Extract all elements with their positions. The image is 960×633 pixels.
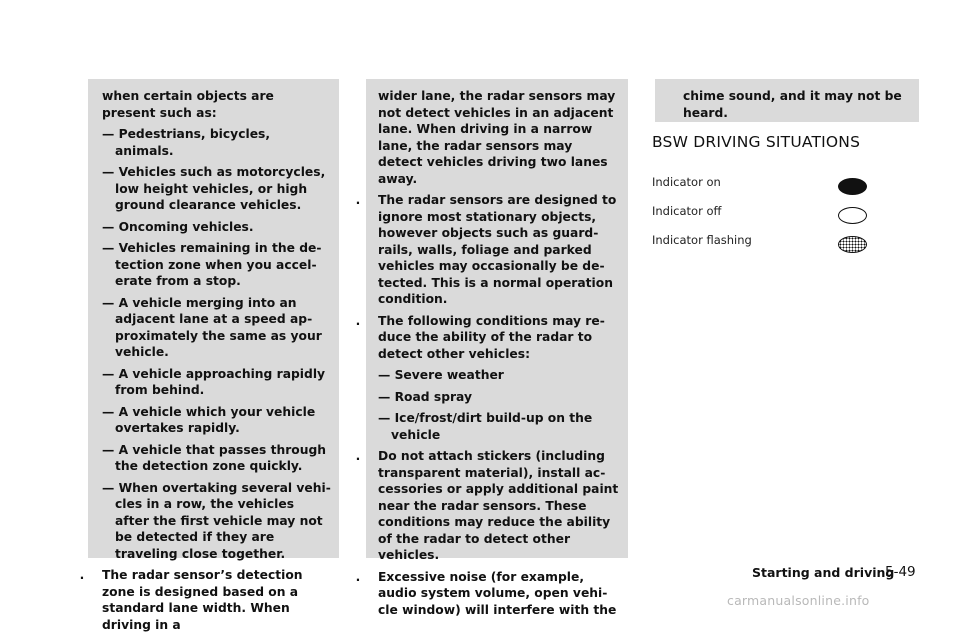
dash-item-oncoming: — Oncoming vehicles. <box>102 219 254 234</box>
intro-text: when certain objects are present such as: <box>102 89 274 120</box>
dash-item-remaining: — Vehicles remaining in the detection zone when you accelerate from a stop. <box>102 241 322 288</box>
indicator-flashing-icon <box>838 236 867 253</box>
bullet-marker: . <box>355 313 361 328</box>
footer-section-name: Starting and driving <box>752 565 895 580</box>
bullet-text: The following conditions may reduce the ability of the radar to detect other vehicles: <box>378 313 605 361</box>
bullet-marker: . <box>79 568 85 582</box>
note-column-2 <box>355 79 628 617</box>
dash-item-severe-weather: — Severe weather <box>378 368 504 382</box>
dash-item-merging: — A vehicle merging into an adjacent lane at a speed approximately the same as your vehicle. <box>102 295 322 359</box>
dash-item-motorcycles: — Vehicles such as motorcycles, low height vehicles, or high ground clearance vehicles. <box>102 165 326 212</box>
note-column-1 <box>79 79 339 632</box>
bullet-item-stationary <box>355 192 620 308</box>
dash-item-overtakes: — A vehicle which your vehicle overtakes rapidly. <box>102 404 316 435</box>
bullet-item-conditions <box>355 313 620 363</box>
bullet-text: Excessive noise (for example, audio system volume, open vehicle window) will interfere with the <box>378 569 617 617</box>
continuation-text: wider lane, the radar sensors may not detect vehicles in an adjacent lane. When driving in a narrow lane, the radar sensors may detect vehicles driving two lanes away. <box>378 89 616 186</box>
dash-item-overtaking-several: — When overtaking several vehicles in a row, the vehicles after the first vehicle may not be detected if they are traveling close together. <box>102 480 331 561</box>
bullet-item-detection-zone <box>79 567 331 633</box>
bullet-item-stickers <box>355 448 620 564</box>
bullet-marker: . <box>355 569 361 584</box>
note-column-3 <box>655 79 919 122</box>
indicator-on-label: Indicator on <box>652 175 721 189</box>
dash-item-ice-frost: — Ice/frost/dirt build-up on the vehicle <box>378 411 593 442</box>
bullet-marker: . <box>355 193 361 207</box>
dash-item-passes: — A vehicle that passes through the detection zone quickly. <box>102 442 327 473</box>
page-number: 5-49 <box>885 564 916 580</box>
bullet-text: Do not attach stickers (including transparent material), install accessories or apply additional paint near the radar sensors. These conditions may reduce the ability of the radar to detect other vehicles. <box>378 449 619 562</box>
indicator-flashing-label: Indicator flashing <box>652 233 752 247</box>
indicator-off-label: Indicator off <box>652 204 722 218</box>
bullet-marker: . <box>355 449 361 463</box>
watermark-text: carmanualsonline.info <box>727 593 870 608</box>
bullet-text: The radar sensors are designed to ignore most stationary objects, however objects such as guardrails, walls, foliage and parked vehicles may occasionally be detected. This is a normal operation condition. <box>378 193 617 306</box>
dash-item-road-spray: — Road spray <box>378 389 472 404</box>
continuation-text: chime sound, and it may not be heard. <box>683 89 902 120</box>
indicator-on-icon <box>838 178 867 195</box>
section-title: BSW DRIVING SITUATIONS <box>652 133 861 151</box>
dash-item-pedestrians: — Pedestrians, bicycles, animals. <box>102 127 271 158</box>
indicator-off-icon <box>838 207 867 224</box>
dash-item-approaching: — A vehicle approaching rapidly from behind. <box>102 366 326 397</box>
bullet-text: The radar sensor’s detection zone is designed based on a standard lane width. When driving in a <box>102 568 303 632</box>
